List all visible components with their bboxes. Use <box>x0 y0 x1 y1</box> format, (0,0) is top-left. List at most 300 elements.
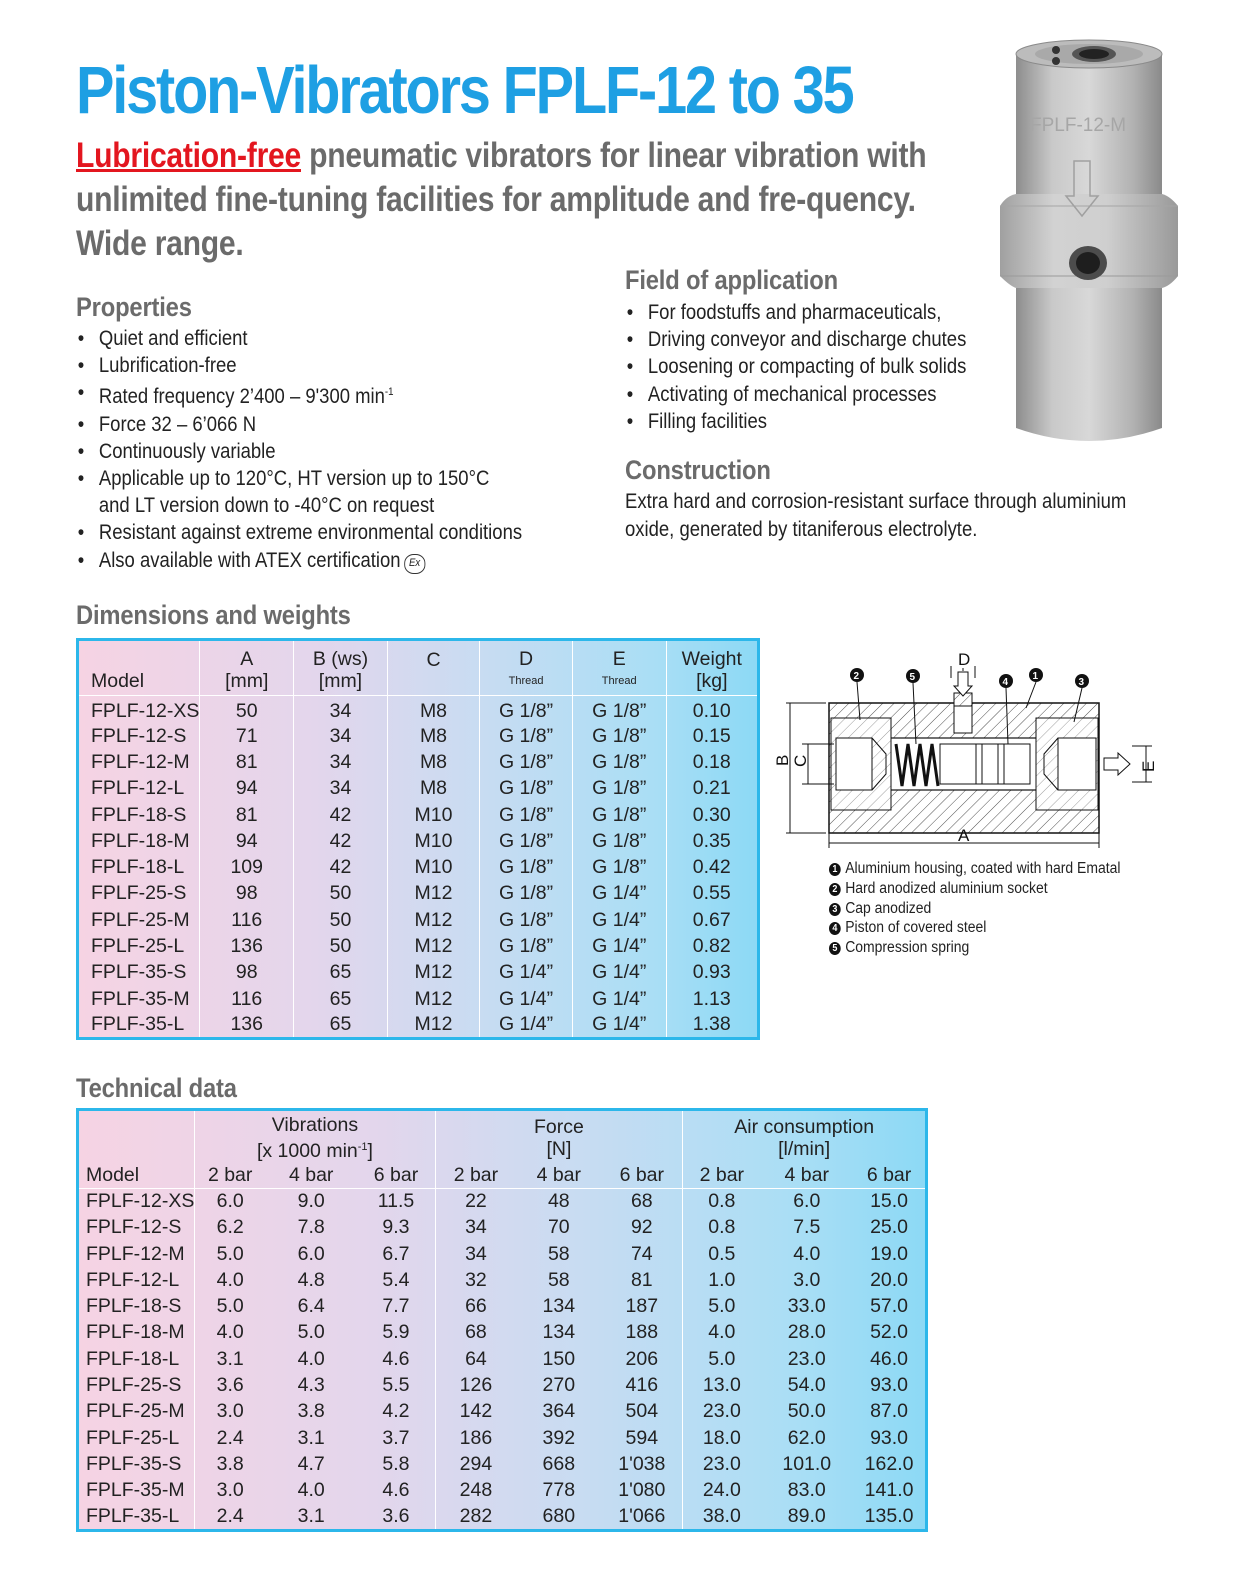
subtitle-highlight: Lubrication-free <box>76 136 301 175</box>
list-item-continuation <box>76 492 522 519</box>
col-header-pressure: 2 bar <box>195 1162 265 1188</box>
table-cell: G 1/8” <box>480 854 573 880</box>
col-header-e-sub: Thread <box>601 675 637 687</box>
table-cell: 57.0 <box>870 1295 909 1318</box>
table-row <box>78 1241 927 1267</box>
legend-item <box>829 938 1120 958</box>
table-cell: M12 <box>387 986 479 1012</box>
table-cell: 4.8 <box>297 1268 325 1291</box>
table-cell: G 1/8” <box>572 802 666 828</box>
callout-label: 5 <box>909 672 916 683</box>
legend-item <box>829 879 1120 899</box>
list-item <box>76 547 522 574</box>
table-cell: 32 <box>435 1267 516 1293</box>
table-cell: 4.6 <box>382 1479 410 1502</box>
table-cell: 3.0 <box>793 1268 821 1291</box>
table-cell: 64 <box>435 1346 516 1372</box>
page-subtitle <box>76 134 945 266</box>
construction-text <box>625 488 1126 543</box>
table-row <box>78 1399 927 1425</box>
table-cell: 0.8 <box>683 1188 761 1214</box>
table-cell: 0.30 <box>666 802 758 828</box>
table-cell: 38.0 <box>683 1504 761 1530</box>
group-header-vibrations-unit <box>195 1136 434 1162</box>
table-cell: FPLF-18-S <box>78 1293 195 1319</box>
ex-icon: Ex <box>404 554 425 574</box>
legend-text: Compression spring <box>845 939 970 957</box>
table-cell: 4.0 <box>793 1242 821 1265</box>
table-cell: M8 <box>387 749 479 775</box>
table-cell: FPLF-25-L <box>91 935 185 958</box>
table-cell: G 1/8” <box>572 776 666 802</box>
table-cell: G 1/8” <box>480 723 573 749</box>
table-cell: 34 <box>294 749 388 775</box>
construction-line: Extra hard and corrosion-resistant surface through aluminium <box>625 490 1127 513</box>
callout-label: 1 <box>1032 671 1039 682</box>
table-cell: 3.1 <box>297 1504 325 1527</box>
table-cell: 68 <box>435 1320 516 1346</box>
col-header-model: Model <box>78 640 200 696</box>
table-cell: 9.0 <box>297 1190 325 1213</box>
table-cell: 135.0 <box>864 1504 914 1527</box>
table-cell: 206 <box>625 1347 659 1370</box>
group-header-force <box>435 1110 683 1163</box>
list-item: • Lubrification-free <box>76 352 522 379</box>
list-item: • Force 32 – 6’066 N <box>76 411 522 438</box>
table-cell: 4.3 <box>297 1374 325 1397</box>
table-cell: 116 <box>200 986 294 1012</box>
table-cell: 83.0 <box>787 1479 826 1502</box>
table-cell: 23.0 <box>787 1347 826 1370</box>
table-cell: 6.0 <box>297 1242 325 1265</box>
table-cell: FPLF-18-S <box>91 803 187 826</box>
table-cell: 94 <box>200 776 294 802</box>
table-cell: 42 <box>294 802 388 828</box>
table-cell: 6.4 <box>297 1295 325 1318</box>
table-cell: 24.0 <box>683 1478 761 1504</box>
table-cell: 1'038 <box>618 1452 666 1475</box>
table-row <box>78 986 759 1012</box>
table-cell: 62.0 <box>787 1426 826 1449</box>
table-cell: 134 <box>542 1295 576 1318</box>
group-header-force-label: Force <box>533 1116 584 1138</box>
table-cell: 668 <box>542 1452 576 1475</box>
dimensions-table-body <box>78 696 759 1039</box>
table-cell: 65 <box>294 986 388 1012</box>
table-row <box>78 749 759 775</box>
table-row <box>78 1012 759 1038</box>
application-list <box>625 299 966 435</box>
table-header-row <box>78 640 759 696</box>
table-cell: 50 <box>294 933 388 959</box>
table-row <box>78 1188 927 1214</box>
legend-number: 2 <box>829 883 841 896</box>
table-cell: 136 <box>200 933 294 959</box>
table-cell: FPLF-18-M <box>78 1320 195 1346</box>
legend-number: 3 <box>829 903 841 916</box>
table-cell: 65 <box>294 1012 388 1038</box>
properties-heading: Properties <box>76 292 192 322</box>
table-cell: G 1/8” <box>480 933 573 959</box>
table-row <box>78 854 759 880</box>
dimensions-table <box>76 638 760 1040</box>
table-cell: G 1/8” <box>480 749 573 775</box>
list-item: • Resistant against extreme environmental conditions <box>76 519 522 546</box>
table-row <box>78 828 759 854</box>
table-cell: 3.1 <box>216 1347 244 1370</box>
table-cell: FPLF-25-L <box>78 1425 195 1451</box>
legend-item <box>829 918 1120 938</box>
frequency-superscript: -1 <box>384 386 394 399</box>
table-cell: G 1/4” <box>572 933 666 959</box>
col-header-a-unit: [mm] <box>225 670 269 692</box>
col-header-weight-label: Weight <box>681 648 742 670</box>
group-header-air-unit: [l/min] <box>778 1138 831 1160</box>
table-cell: 3.1 <box>297 1426 325 1449</box>
col-header-b-unit: [mm] <box>318 670 363 692</box>
table-cell: 81 <box>200 802 294 828</box>
drawing-legend <box>829 859 1120 958</box>
table-row <box>78 776 759 802</box>
table-cell: 504 <box>625 1400 659 1423</box>
table-cell: 294 <box>435 1451 516 1477</box>
col-header-pressure: 2 bar <box>435 1162 516 1188</box>
table-cell: 778 <box>542 1479 576 1502</box>
callout-label: 3 <box>1078 677 1085 688</box>
table-cell: M12 <box>387 1012 479 1038</box>
table-cell: 0.18 <box>666 749 758 775</box>
technical-table-body <box>78 1188 927 1530</box>
table-cell: 150 <box>542 1347 576 1370</box>
table-cell: 3.0 <box>216 1400 244 1423</box>
table-cell: G 1/4” <box>572 960 666 986</box>
table-cell: 134 <box>542 1321 576 1344</box>
col-header-e-label: E <box>612 648 626 670</box>
table-row <box>78 933 759 959</box>
table-cell: 50 <box>294 907 388 933</box>
label-c: C <box>791 754 810 767</box>
table-cell: 5.0 <box>683 1293 761 1319</box>
table-cell: 4.0 <box>216 1268 244 1291</box>
table-cell: 2.4 <box>216 1504 244 1527</box>
table-row <box>78 1451 927 1477</box>
table-cell: 248 <box>435 1478 516 1504</box>
subtitle-text: pneumatic vibrators for linear vibration with unlimited fine-tuning facilities for amplitude and fre-quency. Wide range. <box>76 136 927 263</box>
table-row <box>78 960 759 986</box>
table-cell: 15.0 <box>870 1190 909 1213</box>
table-cell: 0.93 <box>666 960 758 986</box>
col-header-pressure: 4 bar <box>265 1162 357 1188</box>
legend-item <box>829 859 1120 879</box>
table-cell: 22 <box>435 1188 516 1214</box>
table-cell: 0.15 <box>666 723 758 749</box>
table-cell: 68 <box>630 1190 653 1213</box>
table-cell: G 1/8” <box>480 802 573 828</box>
table-row <box>78 723 759 749</box>
list-item: • Driving conveyor and discharge chutes <box>625 326 966 353</box>
table-cell: M12 <box>387 881 479 907</box>
table-cell: 6.2 <box>216 1216 244 1239</box>
table-cell: 0.21 <box>666 776 758 802</box>
table-cell: G 1/8” <box>480 881 573 907</box>
list-item: • For foodstuffs and pharmaceuticals, <box>625 299 966 326</box>
table-cell: 5.0 <box>297 1321 325 1344</box>
table-cell: 4.0 <box>216 1321 244 1344</box>
table-cell: 116 <box>200 907 294 933</box>
table-cell: 6.0 <box>793 1190 821 1213</box>
table-cell: 126 <box>435 1372 516 1398</box>
col-header-pressure: 4 bar <box>760 1162 853 1188</box>
table-cell: 7.7 <box>382 1295 410 1318</box>
col-header-b <box>294 640 388 696</box>
table-cell: 5.5 <box>382 1374 410 1397</box>
table-cell: 20.0 <box>870 1268 909 1291</box>
table-cell: M10 <box>387 854 479 880</box>
table-row <box>78 1504 927 1530</box>
table-row <box>78 1215 927 1241</box>
table-cell: 1'080 <box>618 1479 666 1502</box>
table-cell: 34 <box>294 696 388 724</box>
table-cell: 3.6 <box>382 1504 410 1527</box>
table-cell: 50 <box>200 696 294 724</box>
table-cell: 34 <box>294 723 388 749</box>
table-cell: 0.10 <box>666 696 758 724</box>
table-cell: 81 <box>630 1268 653 1291</box>
application-heading: Field of application <box>625 265 838 295</box>
table-row <box>78 1478 927 1504</box>
photo-engraving: FPLF-12-M <box>1030 115 1127 136</box>
col-header-d-label: D <box>518 648 534 670</box>
table-cell: G 1/8” <box>480 828 573 854</box>
list-item: • Activating of mechanical processes <box>625 381 966 408</box>
table-cell: 3.6 <box>216 1374 244 1397</box>
callout-label: 4 <box>1002 677 1009 688</box>
table-cell: 142 <box>435 1399 516 1425</box>
table-cell: G 1/4” <box>480 1012 573 1038</box>
list-item: • Filling facilities <box>625 408 966 435</box>
table-cell: 4.0 <box>297 1479 325 1502</box>
table-cell: FPLF-12-L <box>91 777 185 800</box>
table-cell: 0.67 <box>666 907 758 933</box>
technical-heading: Technical data <box>76 1073 237 1103</box>
table-cell: FPLF-35-M <box>91 987 190 1010</box>
table-cell: 23.0 <box>683 1451 761 1477</box>
group-header-air-label: Air consumption <box>734 1116 875 1138</box>
table-cell: G 1/4” <box>572 907 666 933</box>
table-cell: 680 <box>542 1504 576 1527</box>
table-cell: 33.0 <box>787 1295 826 1318</box>
legend-number: 1 <box>829 863 841 876</box>
table-group-header-row <box>78 1110 927 1163</box>
table-cell: G 1/8” <box>572 723 666 749</box>
table-cell: 3.7 <box>382 1426 410 1449</box>
table-cell: 74 <box>630 1242 653 1265</box>
table-cell: FPLF-35-L <box>78 1504 195 1530</box>
callout-label: 2 <box>853 671 860 682</box>
col-header-pressure: 4 bar <box>516 1162 601 1188</box>
vibrations-unit-end: ] <box>367 1140 373 1162</box>
table-cell: 3.8 <box>216 1452 244 1475</box>
col-header-weight <box>666 640 758 696</box>
table-cell: G 1/4” <box>572 986 666 1012</box>
technical-table <box>76 1108 928 1532</box>
table-cell: FPLF-12-M <box>78 1241 195 1267</box>
table-cell: 5.4 <box>382 1268 410 1291</box>
table-cell: 42 <box>294 854 388 880</box>
table-cell: 7.8 <box>297 1216 325 1239</box>
table-cell: 93.0 <box>870 1374 909 1397</box>
table-cell: G 1/8” <box>572 696 666 724</box>
table-cell: FPLF-12-XS <box>91 700 200 722</box>
table-cell: 5.0 <box>216 1242 244 1265</box>
table-cell: 162.0 <box>864 1452 914 1475</box>
properties-list <box>76 325 522 574</box>
table-cell: 28.0 <box>787 1321 826 1344</box>
list-item: • Continuously variable <box>76 438 522 465</box>
table-cell: 25.0 <box>870 1216 909 1239</box>
table-cell: 52.0 <box>870 1321 909 1344</box>
table-cell: 5.0 <box>216 1295 244 1318</box>
table-cell: M10 <box>387 828 479 854</box>
col-header-a <box>200 640 294 696</box>
table-cell: 94 <box>200 828 294 854</box>
table-cell: 0.35 <box>666 828 758 854</box>
col-header-b-label: B (ws) <box>312 648 369 670</box>
table-cell: 54.0 <box>787 1374 826 1397</box>
table-cell: 2.4 <box>216 1426 244 1449</box>
construction-line: oxide, generated by titaniferous electrolyte. <box>625 517 978 541</box>
table-cell: 5.8 <box>382 1452 410 1475</box>
table-cell: G 1/8” <box>572 749 666 775</box>
col-header-c-label: C <box>426 649 441 671</box>
group-header-vibrations-label: Vibrations <box>271 1114 359 1136</box>
list-item: • Quiet and efficient <box>76 325 522 352</box>
table-cell: 5.0 <box>683 1346 761 1372</box>
list-item <box>76 379 522 410</box>
table-cell: 42 <box>294 828 388 854</box>
table-cell: 34 <box>435 1241 516 1267</box>
table-cell: 50.0 <box>787 1400 826 1423</box>
table-cell: 188 <box>625 1321 659 1344</box>
callout-1 <box>1026 668 1043 708</box>
group-header-air <box>683 1110 927 1163</box>
table-cell: 0.82 <box>666 933 758 959</box>
table-cell: 109 <box>200 854 294 880</box>
cross-section-drawing <box>768 648 1158 853</box>
list-item-continuation-text: and LT version down to -40°C on request <box>98 494 435 518</box>
table-row <box>78 1346 927 1372</box>
table-cell: 23.0 <box>683 1399 761 1425</box>
table-row <box>78 1425 927 1451</box>
legend-item <box>829 899 1120 919</box>
table-cell: 1'066 <box>618 1504 666 1527</box>
col-header-model: Model <box>78 1110 195 1189</box>
table-row <box>78 1293 927 1319</box>
table-cell: M12 <box>387 933 479 959</box>
table-cell: 7.5 <box>793 1216 821 1239</box>
table-cell: 98 <box>200 960 294 986</box>
col-header-pressure: 6 bar <box>601 1162 682 1188</box>
table-row <box>78 802 759 828</box>
frequency-text: Rated frequency 2’400 – 9'300 min <box>98 385 385 409</box>
table-cell: FPLF-35-M <box>78 1478 195 1504</box>
list-item: • Applicable up to 120°C, HT version up to 150°C <box>76 465 522 492</box>
table-cell: FPLF-35-L <box>91 1013 185 1036</box>
table-cell: 187 <box>625 1295 659 1318</box>
table-cell: FPLF-25-M <box>91 908 190 931</box>
table-cell: 5.9 <box>382 1321 410 1344</box>
table-cell: FPLF-18-M <box>91 829 190 852</box>
table-cell: 594 <box>625 1426 659 1449</box>
label-d: D <box>958 650 971 669</box>
table-cell: 70 <box>547 1216 570 1239</box>
table-cell: 18.0 <box>683 1425 761 1451</box>
table-cell: G 1/4” <box>572 881 666 907</box>
table-cell: G 1/8” <box>572 828 666 854</box>
table-cell: 6.0 <box>216 1190 244 1213</box>
legend-text: Piston of covered steel <box>845 919 987 937</box>
table-cell: G 1/8” <box>480 696 573 724</box>
col-header-c <box>387 640 479 696</box>
vibrations-unit-start: [x 1000 min <box>256 1140 358 1162</box>
table-cell: 11.5 <box>377 1190 415 1213</box>
table-cell: 50 <box>294 881 388 907</box>
table-cell: 81 <box>200 749 294 775</box>
group-header-vibrations <box>195 1110 435 1163</box>
table-row <box>78 907 759 933</box>
table-cell: 136 <box>200 1012 294 1038</box>
table-cell: 87.0 <box>870 1400 909 1423</box>
table-cell: 4.0 <box>683 1320 761 1346</box>
table-cell: 71 <box>200 723 294 749</box>
table-cell: 13.0 <box>683 1372 761 1398</box>
product-photo <box>998 36 1180 448</box>
table-cell: 270 <box>542 1374 576 1397</box>
atex-text: Also available with ATEX certification <box>98 548 401 572</box>
table-cell: 186 <box>435 1425 516 1451</box>
table-cell: 34 <box>435 1215 516 1241</box>
table-cell: FPLF-12-M <box>91 750 190 773</box>
table-row <box>78 696 759 724</box>
legend-text: Cap anodized <box>845 899 932 917</box>
table-cell: G 1/8” <box>480 907 573 933</box>
col-header-d <box>480 640 573 696</box>
table-cell: M12 <box>387 907 479 933</box>
page-title: Piston-Vibrators FPLF-12 to 35 <box>76 53 853 128</box>
table-cell: 0.42 <box>666 854 758 880</box>
table-cell: 282 <box>435 1504 516 1530</box>
table-cell: 0.55 <box>666 881 758 907</box>
table-cell: 98 <box>200 881 294 907</box>
list-item: • Loosening or compacting of bulk solids <box>625 353 966 380</box>
table-cell: 46.0 <box>870 1347 909 1370</box>
table-cell: 4.2 <box>382 1400 410 1423</box>
col-header-e <box>572 640 666 696</box>
table-cell: 48 <box>547 1190 570 1213</box>
label-b: B <box>773 754 792 766</box>
table-cell: FPLF-18-L <box>91 856 185 879</box>
table-cell: FPLF-18-L <box>78 1346 195 1372</box>
table-cell: 6.7 <box>382 1242 410 1265</box>
table-cell: FPLF-35-S <box>78 1451 195 1477</box>
legend-text: Hard anodized aluminium socket <box>845 879 1048 897</box>
label-e: E <box>1139 760 1158 772</box>
table-cell: 3.8 <box>297 1400 325 1423</box>
vibrations-unit-superscript: -1 <box>357 1141 368 1153</box>
table-cell: 4.6 <box>382 1347 410 1370</box>
col-header-d-sub: Thread <box>508 675 544 687</box>
table-cell: 0.5 <box>683 1241 761 1267</box>
